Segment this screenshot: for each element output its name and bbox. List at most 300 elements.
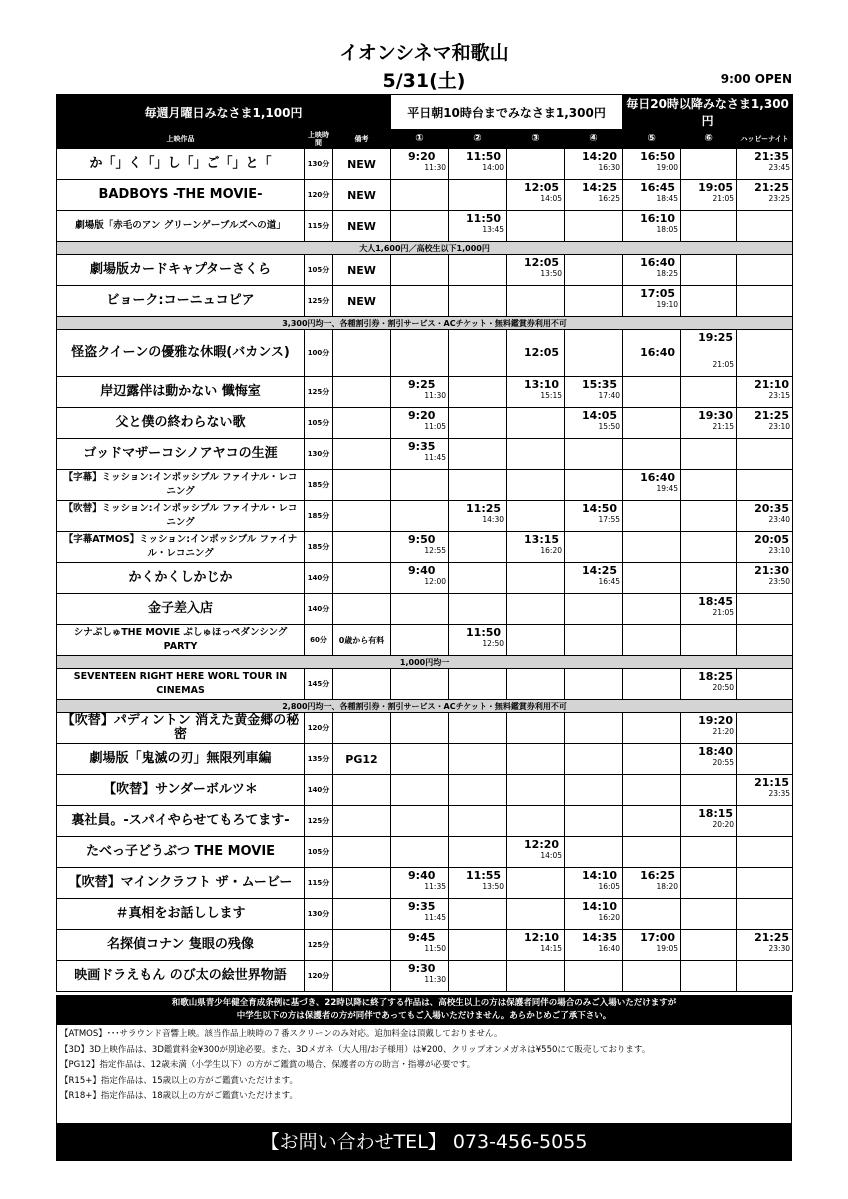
movie-length: 130分 (305, 439, 333, 470)
end-time: 14:30 (482, 515, 505, 524)
start-time: 13:10 (524, 378, 560, 391)
showtime-cell[interactable] (623, 149, 681, 180)
movie-row (57, 501, 793, 532)
end-time: 11:30 (424, 975, 447, 984)
end-time: 14:05 (540, 851, 563, 860)
showtime-cell[interactable] (623, 470, 681, 501)
movie-title: 【字幕】ミッション:インポッシブル ファイナル・レコニング (57, 470, 305, 501)
movie-title: 【吹替】マインクラフト ザ・ムービー (57, 868, 305, 899)
start-time: 20:35 (754, 502, 790, 515)
start-time: 13:15 (524, 533, 560, 546)
note-pg12: 【PG12】指定作品は、12歳未満（小学生以下）の方がご鑑賞の場合、保護者の方の助言・指導が必要です。 (60, 1060, 476, 1070)
showtime-cell (737, 806, 793, 837)
start-time: 19:25 (698, 331, 734, 344)
showtime-cell (681, 899, 737, 930)
showtime-cell[interactable] (681, 744, 737, 775)
movie-row (57, 961, 793, 992)
movie-row (57, 149, 793, 180)
movie-title: 怪盗クイーンの優雅な休暇(バカンス) (57, 330, 305, 377)
movie-title: 金子差入店 (57, 594, 305, 625)
showtime-cell (507, 594, 565, 625)
showtime-cell[interactable] (623, 930, 681, 961)
end-time: 21:05 (712, 194, 735, 203)
movie-row (57, 408, 793, 439)
start-time: 16:10 (640, 212, 676, 225)
showtime-cell (737, 211, 793, 242)
movie-title: 【字幕ATMOS】ミッション:インポッシブル ファイナル・レコニング (57, 532, 305, 563)
end-time: 16:20 (598, 913, 621, 922)
movie-row (57, 563, 793, 594)
movie-length: 130分 (305, 149, 333, 180)
showtime-cell (565, 286, 623, 317)
showtime-cell (681, 255, 737, 286)
showtime-cell[interactable] (391, 408, 449, 439)
showtime-cell (565, 532, 623, 563)
showtime-cell (737, 625, 793, 656)
showtime-cell (507, 713, 565, 744)
showtime-cell (623, 439, 681, 470)
movie-length: 140分 (305, 594, 333, 625)
end-time: 11:45 (424, 913, 447, 922)
showtime-cell (391, 180, 449, 211)
start-time: 14:10 (582, 900, 618, 913)
note-3d: 【3D】3D上映作品は、3D鑑賞料金¥300が別途必要。また、3Dメガネ（大人用/お子様用）は¥200、クリップオンメガネは¥550にて販売しております。 (60, 1044, 651, 1055)
start-time: 21:25 (754, 181, 790, 194)
movie-row (57, 377, 793, 408)
movie-note (333, 899, 391, 930)
end-time: 18:45 (656, 194, 679, 203)
end-time: 16:05 (598, 882, 621, 891)
movie-note: PG12 (333, 744, 391, 775)
showtime-cell[interactable] (391, 149, 449, 180)
showtime-cell[interactable] (565, 149, 623, 180)
price-separator-row (57, 700, 793, 713)
movie-row (57, 180, 793, 211)
showtime-cell (565, 255, 623, 286)
showtime-cell[interactable] (623, 286, 681, 317)
movie-title: か「」く「」し「」ご「」と「 (57, 149, 305, 180)
cinema-title: イオンシネマ和歌山 (339, 42, 509, 64)
showtime-cell (737, 594, 793, 625)
movie-note (333, 408, 391, 439)
movie-row (57, 594, 793, 625)
showtime-cell[interactable] (737, 180, 793, 211)
contact-footer: 【お問い合わせTEL】 073-456-5055 (56, 1124, 792, 1161)
start-time: 16:45 (640, 181, 676, 194)
open-time: 9:00 OPEN (720, 72, 792, 86)
showtime-cell[interactable] (737, 930, 793, 961)
start-time: 16:25 (640, 869, 676, 882)
showtime-cell[interactable] (565, 180, 623, 211)
showtime-cell (681, 532, 737, 563)
end-time: 20:50 (712, 683, 735, 692)
showtime-cell[interactable] (623, 330, 681, 377)
showtime-cell (565, 439, 623, 470)
start-time: 20:05 (754, 533, 790, 546)
movie-length: 140分 (305, 775, 333, 806)
movie-row (57, 806, 793, 837)
end-time: 20:20 (712, 820, 735, 829)
start-time: 11:50 (466, 150, 502, 163)
start-time: 9:50 (408, 533, 436, 546)
price-separator: 1,000円均一 (57, 656, 793, 669)
start-time: 18:45 (698, 595, 734, 608)
movie-length: 145分 (305, 669, 333, 700)
start-time: 9:35 (408, 440, 436, 453)
showtime-cell (681, 775, 737, 806)
movie-note (333, 594, 391, 625)
showtime-cell[interactable] (565, 501, 623, 532)
note-column-header: 備考 (333, 130, 391, 149)
showtime-cell (507, 625, 565, 656)
showtime-cell (623, 744, 681, 775)
showtime-cell (391, 470, 449, 501)
showtime-cell (737, 439, 793, 470)
start-time: 18:15 (698, 807, 734, 820)
movie-row (57, 775, 793, 806)
showtime-cell[interactable] (449, 211, 507, 242)
end-time: 21:20 (712, 727, 735, 736)
evening-price-band: 毎日20時以降みなさま1,300円 (623, 95, 793, 130)
movie-row (57, 532, 793, 563)
end-time: 23:50 (768, 577, 791, 586)
showtime-cell[interactable] (391, 439, 449, 470)
movie-length: 105分 (305, 255, 333, 286)
showtime-cell[interactable] (737, 532, 793, 563)
showtime-cell (681, 470, 737, 501)
showtime-cell[interactable] (681, 408, 737, 439)
showtime-cell[interactable] (623, 180, 681, 211)
showtime-cell[interactable] (507, 255, 565, 286)
start-time: 12:05 (524, 346, 560, 359)
start-time: 9:45 (408, 931, 436, 944)
end-time: 19:00 (656, 163, 679, 172)
showtime-cell (507, 899, 565, 930)
showtime-cell[interactable] (737, 501, 793, 532)
start-time: 12:05 (524, 181, 560, 194)
showtime-cell (623, 377, 681, 408)
movie-note (333, 563, 391, 594)
showtime-cell[interactable] (391, 961, 449, 992)
movie-title: BADBOYS -THE MOVIE- (57, 180, 305, 211)
showtime-cell (565, 961, 623, 992)
movie-row (57, 439, 793, 470)
price-separator: 3,300円均一、各種割引券・割引サービス・ACチケット・無料鑑賞券利用不可 (57, 317, 793, 330)
start-time: 14:25 (582, 181, 618, 194)
start-time: 19:20 (698, 714, 734, 727)
showtime-cell (507, 149, 565, 180)
movie-note (333, 868, 391, 899)
end-time: 23:30 (768, 944, 791, 953)
showtime-cell[interactable] (565, 868, 623, 899)
movie-length: 120分 (305, 961, 333, 992)
showtime-cell[interactable] (507, 930, 565, 961)
movie-title: 岸辺露伴は動かない 懺悔室 (57, 377, 305, 408)
movie-note (333, 713, 391, 744)
movie-title: ＃真相をお話しします (57, 899, 305, 930)
happy-night-header: ハッピーナイト (737, 130, 793, 149)
showtime-cell (391, 837, 449, 868)
showtime-cell[interactable] (391, 563, 449, 594)
slot-4-header: ④ (565, 130, 623, 149)
showtime-cell[interactable] (737, 408, 793, 439)
start-time: 14:25 (582, 564, 618, 577)
end-time: 15:50 (598, 422, 621, 431)
start-time: 9:20 (408, 409, 436, 422)
movie-note: NEW (333, 211, 391, 242)
showtime-cell (507, 408, 565, 439)
showtime-cell (507, 439, 565, 470)
movie-length: 185分 (305, 501, 333, 532)
showtime-cell[interactable] (681, 180, 737, 211)
end-time: 11:35 (424, 882, 447, 891)
end-time: 13:50 (482, 882, 505, 891)
start-time: 14:20 (582, 150, 618, 163)
end-time: 23:35 (768, 789, 791, 798)
showtime-cell[interactable] (449, 501, 507, 532)
showtime-cell[interactable] (623, 211, 681, 242)
start-time: 9:40 (408, 564, 436, 577)
column-header-row (57, 130, 793, 149)
showtime-cell[interactable] (623, 868, 681, 899)
showtime-cell (565, 775, 623, 806)
movie-length: 60分 (305, 625, 333, 656)
showtime-cell[interactable] (565, 377, 623, 408)
movie-title: たべっ子どうぶつ THE MOVIE (57, 837, 305, 868)
showtime-cell (507, 775, 565, 806)
movie-title: 【吹替】サンダーボルツ＊ (57, 775, 305, 806)
slot-2-header: ② (449, 130, 507, 149)
showtime-cell (449, 744, 507, 775)
movie-row (57, 899, 793, 930)
showtime-cell (623, 501, 681, 532)
movie-title: ビョーク:コーニュコピア (57, 286, 305, 317)
start-time: 11:50 (466, 212, 502, 225)
warning-line: 和歌山県青少年健全育成条例に基づき、22時以降に終了する作品は、高校生以上の方は保護者同伴の場合のみご入場いただけますが (171, 998, 677, 1008)
showtime-cell (737, 470, 793, 501)
showtime-cell (391, 669, 449, 700)
note-atmos: 【ATMOS】･･･サラウンド音響上映。該当作品上映時の７番スクリーンのみ対応。追加料金は頂戴しておりません。 (60, 1029, 503, 1039)
showtime-cell[interactable] (507, 532, 565, 563)
monday-price-band: 毎週月曜日みなさま1,100円 (57, 95, 391, 130)
movie-note: 0歳から有料 (333, 625, 391, 656)
showtime-cell[interactable] (681, 713, 737, 744)
morning-price-band: 平日朝10時台までみなさま1,300円 (391, 95, 623, 130)
showtime-cell (737, 899, 793, 930)
showtime-cell (391, 255, 449, 286)
showtime-cell (623, 563, 681, 594)
showtime-cell[interactable] (391, 930, 449, 961)
end-time: 21:05 (712, 360, 735, 369)
showtime-cell (737, 713, 793, 744)
showtime-cell (449, 837, 507, 868)
movie-note (333, 470, 391, 501)
showtime-cell[interactable] (449, 625, 507, 656)
slot-3-header: ③ (507, 130, 565, 149)
showtime-cell (449, 532, 507, 563)
showtime-cell (449, 180, 507, 211)
start-time: 14:50 (582, 502, 618, 515)
start-time: 16:40 (640, 471, 676, 484)
movie-row (57, 470, 793, 501)
start-time: 15:35 (582, 378, 618, 391)
showtime-cell[interactable] (507, 837, 565, 868)
showtime-cell (449, 470, 507, 501)
showtime-cell (681, 149, 737, 180)
showtime-cell (565, 211, 623, 242)
end-time: 17:40 (598, 391, 621, 400)
showtime-cell[interactable] (507, 330, 565, 377)
showtime-cell (681, 625, 737, 656)
price-separator-row (57, 317, 793, 330)
warning-line: 中学生以下の方は保護者の方が同伴であってもご入場いただけません。あらかじめご了承下さい。 (236, 1011, 612, 1021)
end-time: 11:30 (424, 163, 447, 172)
movie-row (57, 837, 793, 868)
showtime-cell[interactable] (565, 930, 623, 961)
end-time: 23:45 (768, 163, 791, 172)
showtime-cell[interactable] (681, 669, 737, 700)
price-separator: 大人1,600円／高校生以下1,000円 (57, 242, 793, 255)
showtime-cell (737, 837, 793, 868)
movie-note (333, 532, 391, 563)
showtime-cell (681, 930, 737, 961)
showtime-cell (391, 744, 449, 775)
movie-title: 劇場版「鬼滅の刃」無限列車編 (57, 744, 305, 775)
start-time: 12:20 (524, 838, 560, 851)
start-time: 14:05 (582, 409, 618, 422)
showtime-cell[interactable] (507, 377, 565, 408)
slot-5-header: ⑤ (623, 130, 681, 149)
showtime-cell (449, 286, 507, 317)
showtime-cell[interactable] (737, 563, 793, 594)
end-time: 23:10 (768, 422, 791, 431)
start-time: 19:05 (698, 181, 734, 194)
movie-row (57, 868, 793, 899)
movie-note (333, 806, 391, 837)
end-time: 11:30 (424, 391, 447, 400)
movie-row (57, 211, 793, 242)
end-time: 12:00 (424, 577, 447, 586)
end-time: 11:05 (424, 422, 447, 431)
showtime-cell (449, 961, 507, 992)
start-time: 9:30 (408, 962, 436, 975)
movie-title: 【吹替】ミッション:インポッシブル ファイナル・レコニング (57, 501, 305, 532)
showtime-cell (681, 868, 737, 899)
start-time: 21:30 (754, 564, 790, 577)
end-time: 21:05 (712, 608, 735, 617)
movie-title: 劇場版「赤毛のアン グリーンゲーブルズへの道」 (57, 211, 305, 242)
movie-note (333, 439, 391, 470)
price-separator-row (57, 242, 793, 255)
showtime-cell[interactable] (737, 775, 793, 806)
showtime-cell (391, 286, 449, 317)
showtime-cell[interactable] (565, 408, 623, 439)
start-time: 21:25 (754, 931, 790, 944)
showtime-cell[interactable] (449, 868, 507, 899)
showtime-cell[interactable] (623, 255, 681, 286)
movie-length: 125分 (305, 806, 333, 837)
end-time: 20:55 (712, 758, 735, 767)
end-time: 17:55 (598, 515, 621, 524)
showtime-cell (737, 330, 793, 377)
movie-row (57, 625, 793, 656)
showtime-cell (565, 744, 623, 775)
showtime-cell[interactable] (391, 899, 449, 930)
movie-title: 父と僕の終わらない歌 (57, 408, 305, 439)
showtime-cell (449, 330, 507, 377)
youth-ordinance-warning (56, 995, 792, 1024)
showtime-cell (391, 806, 449, 837)
start-time: 21:25 (754, 409, 790, 422)
end-time: 19:45 (656, 484, 679, 493)
showtime-cell[interactable] (391, 532, 449, 563)
start-time: 16:40 (640, 346, 676, 359)
price-band-row (57, 95, 793, 130)
showtime-cell (449, 775, 507, 806)
showtime-cell (681, 377, 737, 408)
movie-title: 映画ドラえもん のび太の絵世界物語 (57, 961, 305, 992)
movie-title: SEVENTEEN RIGHT HERE WORL TOUR IN CINEMAS (57, 669, 305, 700)
showtime-cell[interactable] (391, 868, 449, 899)
movie-length: 130分 (305, 899, 333, 930)
end-time: 19:05 (656, 944, 679, 953)
showtime-cell (623, 775, 681, 806)
movie-length: 125分 (305, 286, 333, 317)
showtime-cell (681, 961, 737, 992)
movie-note (333, 961, 391, 992)
showtime-cell[interactable] (681, 594, 737, 625)
movie-row (57, 255, 793, 286)
title-column-header: 上映作品 (57, 130, 305, 149)
start-time: 18:25 (698, 670, 734, 683)
showtime-cell (737, 868, 793, 899)
showtime-cell[interactable] (681, 330, 737, 377)
movie-title: ゴッドマザーコシノアヤコの生涯 (57, 439, 305, 470)
showtime-cell[interactable] (737, 149, 793, 180)
showtime-cell[interactable] (565, 563, 623, 594)
showtime-cell[interactable] (565, 899, 623, 930)
showtime-cell[interactable] (391, 377, 449, 408)
start-time: 16:40 (640, 256, 676, 269)
showtime-cell (507, 563, 565, 594)
start-time: 17:00 (640, 931, 676, 944)
showtime-cell (507, 806, 565, 837)
showtime-cell (449, 377, 507, 408)
showtime-cell[interactable] (681, 806, 737, 837)
showtime-cell (565, 330, 623, 377)
end-time: 11:50 (424, 944, 447, 953)
showtime-cell (681, 211, 737, 242)
showtime-cell (623, 625, 681, 656)
slot-1-header: ① (391, 130, 449, 149)
showtime-cell[interactable] (737, 377, 793, 408)
showtime-cell (507, 961, 565, 992)
end-time: 18:05 (656, 225, 679, 234)
showtime-cell (681, 439, 737, 470)
showtime-cell (681, 501, 737, 532)
end-time: 14:05 (540, 194, 563, 203)
movie-title: シナぷしゅTHE MOVIE ぷしゅほっぺダンシング PARTY (57, 625, 305, 656)
showtime-cell (681, 837, 737, 868)
note-r18: 【R18+】指定作品は、18歳以上の方がご鑑賞いただけます。 (60, 1091, 298, 1101)
length-column-header: 上映時間 (305, 130, 333, 149)
schedule-table (56, 94, 793, 992)
showtime-cell[interactable] (449, 149, 507, 180)
showtime-cell[interactable] (507, 180, 565, 211)
end-time: 11:45 (424, 453, 447, 462)
start-time: 14:10 (582, 869, 618, 882)
showtime-cell (737, 255, 793, 286)
